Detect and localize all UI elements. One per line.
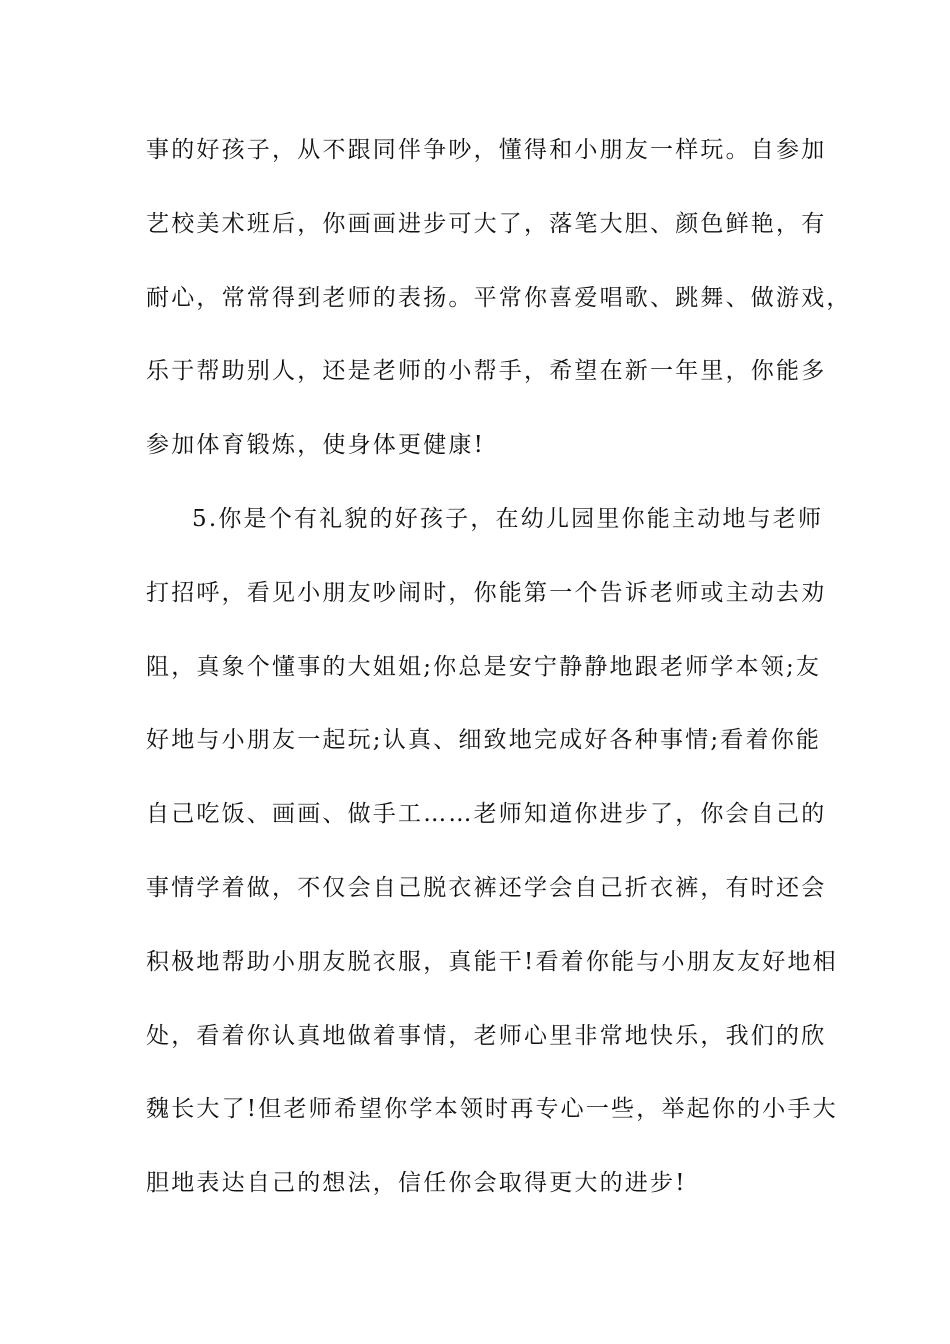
- text-line: 打招呼，看见小朋友吵闹时，你能第一个告诉老师或主动去劝: [146, 579, 827, 606]
- text-line: 自己吃饭、画画、做手工……老师知道你进步了，你会自己的: [146, 801, 827, 828]
- text-line: 事情学着做，不仅会自己脱衣裤还学会自己折衣裤，有时还会: [146, 874, 827, 901]
- text-line: 事的好孩子，从不跟同伴争吵，懂得和小朋友一样玩。自参加: [146, 137, 827, 163]
- text-line: 阻，真象个懂事的大姐姐;你总是安宁静静地跟老师学本领;友: [146, 653, 822, 680]
- text-line: 胆地表达自己的想法，信任你会取得更大的进步!: [146, 1170, 687, 1197]
- text-line: 参加体育锻炼，使身体更健康!: [146, 432, 486, 459]
- text-line: 魏长大了!但老师希望你学本领时再专心一些，举起你的小手大: [146, 1096, 838, 1123]
- text-line: 艺校美术班后，你画画进步可大了，落笔大胆、颜色鲜艳，有: [146, 210, 827, 237]
- text-line: 好地与小朋友一起玩;认真、细致地完成好各种事情;看着你能: [146, 727, 822, 754]
- paragraph-start-line: 5.你是个有礼貌的好孩子，在幼儿园里你能主动地与老师: [192, 505, 824, 532]
- text-line: 积极地帮助小朋友脱衣服，真能干!看着你能与小朋友友好地相: [146, 948, 838, 975]
- text-line: 处，看着你认真地做着事情，老师心里非常地快乐，我们的欣: [146, 1022, 827, 1049]
- text-line: 乐于帮助别人，还是老师的小帮手，希望在新一年里，你能多: [146, 358, 827, 385]
- document-body: [146, 126, 852, 1233]
- text-line: 耐心，常常得到老师的表扬。平常你喜爱唱歌、跳舞、做游戏，: [146, 284, 852, 311]
